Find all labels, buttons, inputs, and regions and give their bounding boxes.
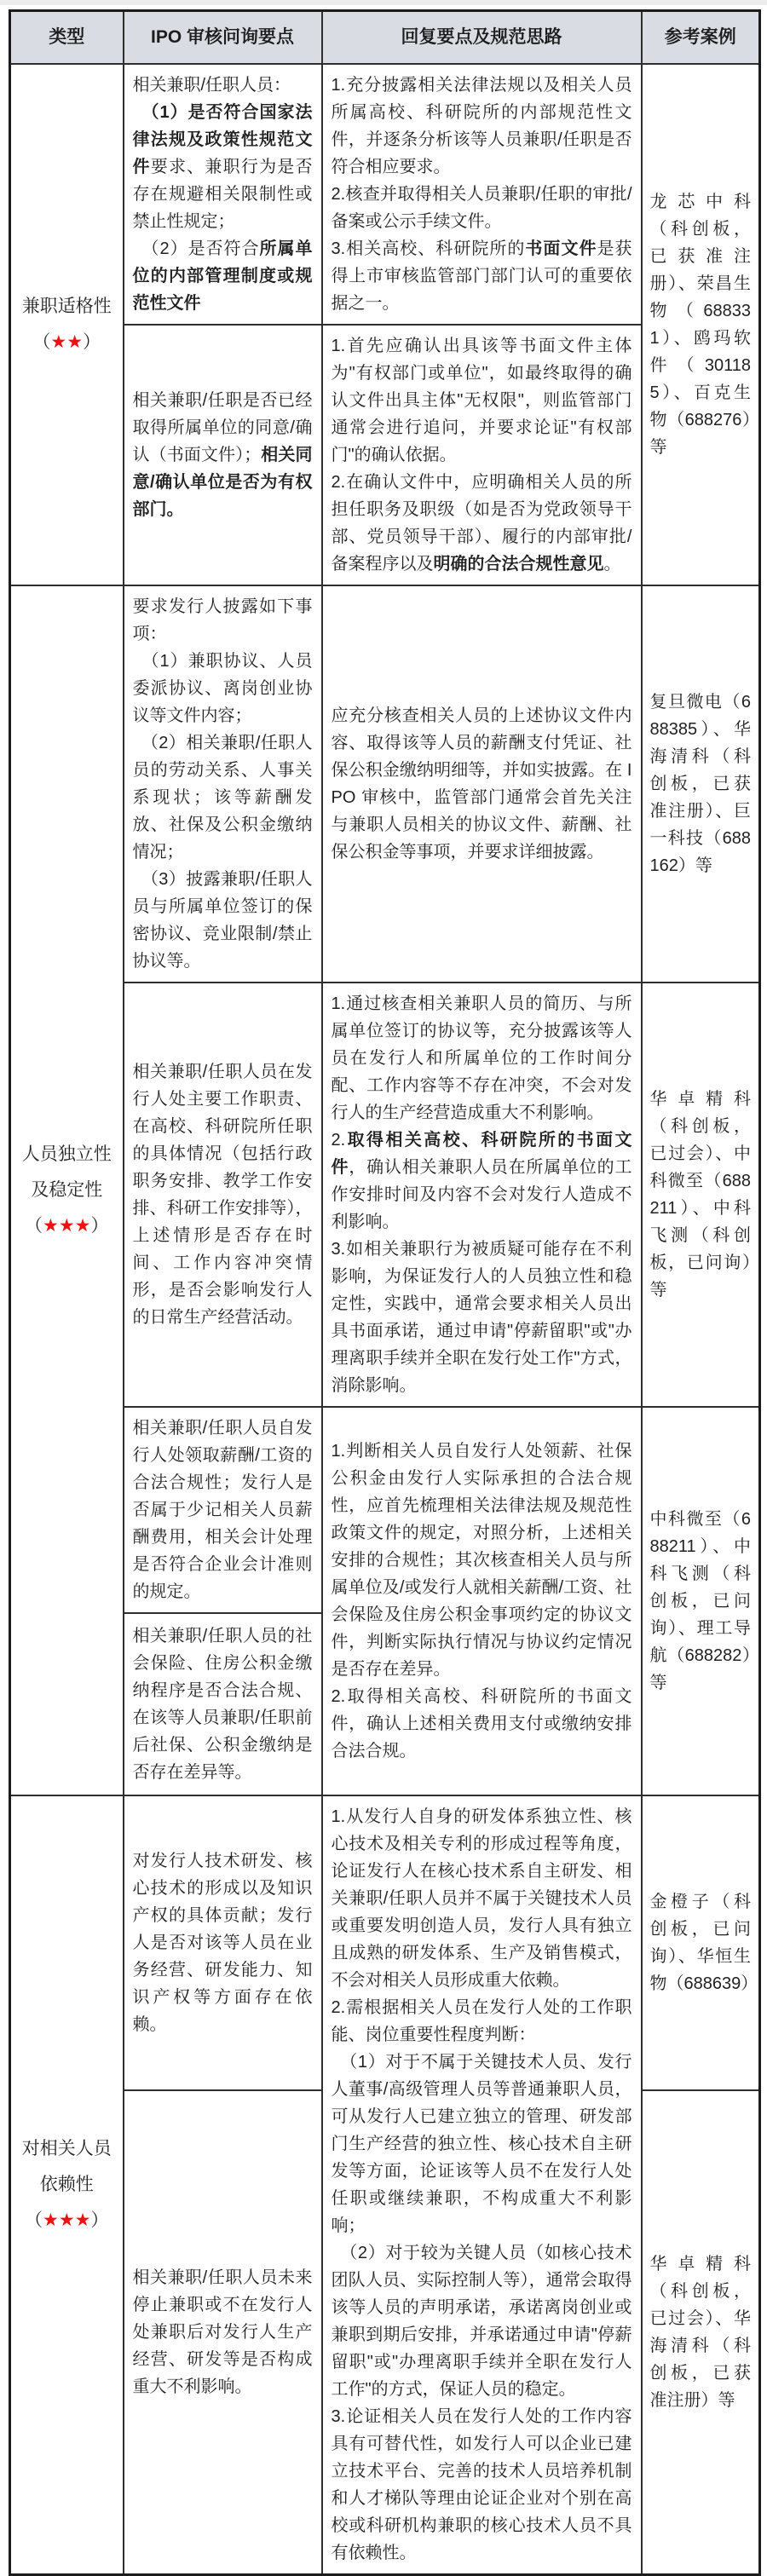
paragraph: （2）是否符合所属单位的内部管理制度或规范性文件 (132, 239, 313, 313)
cell-inquiry-s3r1 (124, 1795, 322, 2090)
header-col-cases: 参考案例 (642, 11, 760, 65)
cell-cases-s3r1 (642, 1795, 760, 2090)
cell-response-s3 (322, 1795, 642, 2575)
paragraph: 及稳定性 (31, 1180, 103, 1200)
paragraph: 依赖性 (39, 2175, 94, 2194)
paragraph: 人员独立性 (21, 1144, 112, 1164)
paragraph: （1）对于不属于关键技术人员、发行人董事/高级管理人员等普通兼职人员，可从发行人已建立独立的管理、研发部门生产经营的独立性、核心技术自主研发等方面，论证该等人员不在发行人处任职或继续兼职，不构成重大不利影响； (331, 2053, 632, 2235)
cell-cases-s2r2 (642, 983, 760, 1407)
cell-response-s1r1 (322, 64, 642, 325)
page-top-strip (0, 0, 767, 5)
paragraph: 2.在确认文件中，应明确相关人员的所担任职务及职级（如是否为党政领导干部、党员领导干部）、履行的内部审批/备案程序以及明确的合法合规性意见。 (331, 473, 632, 573)
cell-inquiry-s2r3 (124, 1407, 322, 1613)
paragraph: 兼职适格性 (21, 297, 112, 316)
cell-cases-s2r1 (642, 585, 760, 983)
paragraph: 应充分核查相关人员的上述协议文件内容、取得该等人员的薪酬支付凭证、社保公积金缴纳明细等，并如实披露。在 IPO 审核中，监管部门通常会首先关注与兼职人员相关的协议文件、薪酬、社保公积金等事项，并要求详细披露。 (331, 706, 632, 862)
cell-response-s1r2 (322, 325, 642, 585)
cell-cases-s1 (642, 64, 760, 585)
paragraph: 相关兼职/任职人员自发行人处领取薪酬/工资的合法合规性；发行人是否属于少记相关人员薪酬费用，相关会计处理是否符合企业会计准则的规定。 (132, 1419, 313, 1601)
cell-cases-s3r2 (642, 2090, 760, 2575)
cell-inquiry-s2r2 (124, 983, 322, 1407)
cell-type-independence (10, 585, 124, 1795)
paragraph: 相关兼职/任职人员： (132, 76, 291, 95)
paragraph: 1.充分披露相关法律法规以及相关人员所属高校、科研院所的内部规范性文件，并逐条分析该等人员兼职/任职是否符合相应要求。 (331, 76, 632, 176)
paragraph: 华卓精科（科创板，已过会）、华海清科（科创板，已获准注册）等 (649, 2254, 751, 2410)
paragraph: （2）相关兼职/任职人员的劳动关系、人事关系现状；该等薪酬发放、社保及公积金缴纳情况； (132, 734, 313, 862)
paragraph: 龙芯中科（科创板，已获准注册）、荣昌生物（688331）、鸥玛软件（301185）、百克生物（688276）等 (649, 193, 751, 457)
cell-response-s2r2 (322, 983, 642, 1407)
header-col-inquiry: IPO 审核问询要点 (124, 11, 322, 65)
cell-response-s2r34 (322, 1407, 642, 1795)
paragraph: 3.相关高校、科研院所的书面文件是获得上市审核监管部门部门认可的重要依据之一。 (331, 239, 632, 313)
paragraph: 相关兼职/任职人员的社会保险、住房公积金缴纳程序是否合法合规、在该等人员兼职/任职前后社保、公积金缴纳是否存在差异等。 (132, 1627, 313, 1782)
paragraph: 对相关人员 (21, 2139, 112, 2158)
paragraph: 相关兼职/任职是否已经取得所属单位的同意/确认（书面文件）；相关同意/确认单位是否为有权部门。 (132, 391, 313, 519)
paragraph: 1.通过核查相关兼职人员的简历、与所属单位签订的协议等，充分披露该等人员在发行人和所属单位的工作时间分配、工作内容等不存在冲突，不会对发行人的生产经营造成重大不利影响。 (331, 994, 632, 1122)
paragraph: 3.论证相关人员在发行人处的工作内容具有可替代性，如发行人可以企业已建立技术平台、完善的技术人员培养机制和人才梯队等理由论证企业对个别在高校或科研机构兼职的核心技术人员不具有依赖性。 (331, 2407, 632, 2562)
paragraph: 中科微至（688211）、中科飞测（科创板，已问询）、理工导航（688282）等 (649, 1510, 751, 1692)
paragraph: 1.判断相关人员自发行人处领薪、社保公积金由发行人实际承担的合法合规性，应首先梳理相关法律法规及规范性政策文件的规定，对照分析，上述相关安排的合规性；其次核查相关人员与所属单位及/或发行人就相关薪酬/工资、社会保险及住房公积金事项约定的协议文件，判断实际执行情况与协议约定情况是否存在差异。 (331, 1442, 632, 1679)
paragraph: 相关兼职/任职人员在发行人处主要工作职责、在高校、科研院所任职的具体情况（包括行政职务安排、教学工作安排、科研工作安排等），上述情形是否存在时间、工作内容冲突情形，是否会影响发行人的日常生产经营活动。 (132, 1063, 313, 1327)
paragraph: （1）兼职协议、人员委派协议、离岗创业协议等文件内容； (132, 652, 313, 725)
paragraph: 1.从发行人自身的研发体系独立性、核心技术及相关专利的形成过程等角度，论证发行人在核心技术系自主研发、相关兼职/任职人员并不属于关键技术人员或重要发明创造人员，发行人具有独立且成熟的研发体系、生产及销售模式，不会对相关人员形成重大依赖。 (331, 1807, 632, 1990)
header-row (10, 11, 760, 65)
table-row (10, 1795, 760, 2090)
table-row (10, 585, 760, 983)
table-row (10, 64, 760, 325)
cell-inquiry-s1r2 (124, 325, 322, 585)
cell-response-s2r1 (322, 585, 642, 983)
cell-inquiry-s2r1 (124, 585, 322, 983)
paragraph: （★★★） (25, 1216, 109, 1236)
paragraph: 要求发行人披露如下事项： (132, 597, 313, 643)
paragraph: （★★★） (25, 2210, 109, 2230)
header-col-type: 类型 (10, 11, 124, 65)
cell-inquiry-s3r2 (124, 2090, 322, 2575)
paragraph: 1.首先应确认出具该等书面文件主体为"有权部门或单位"，如最终取得的确认文件出具主体"无权限"，则监管部门通常会进行追问，并要求论证"有权部门"的确认依据。 (331, 337, 632, 464)
cell-inquiry-s2r4 (124, 1613, 322, 1795)
paragraph: （2）对于较为关键人员（如核心技术团队人员、实际控制人等），通常会取得该等人员的声明承诺，承诺离岗创业或兼职到期后安排，并承诺通过申请"停薪留职"或"办理离职手续并全职在发行人工作"的方式，保证人员的稳定。 (331, 2244, 632, 2399)
paragraph: 2.取得相关高校、科研院所的书面文件，确认相关兼职人员在所属单位的工作安排时间及内容不会对发行人造成不利影响。 (331, 1131, 632, 1231)
paragraph: 2.核查并取得相关人员兼职/任职的审批/备案或公示手续文件。 (331, 185, 632, 231)
paragraph: 华卓精科（科创板，已过会）、中科微至（688211）、中科飞测（科创板，已问询）等 (649, 1090, 751, 1300)
cell-cases-s2r34 (642, 1407, 760, 1795)
paragraph: （1）是否符合国家法律法规及政策性规范文件要求、兼职行为是否存在规避相关限制性或禁止性规定； (132, 103, 313, 231)
paragraph: 金橙子（科创板，已问询）、华恒生物（688639） (649, 1892, 758, 1993)
paragraph: 复旦微电（688385）、华海清科（科创板，已获准注册）、巨一科技（688162）等 (649, 693, 751, 875)
paragraph: 2.需根据相关人员在发行人处的工作职能、岗位重要性程度判断： (331, 1998, 632, 2044)
ipo-review-table (9, 9, 761, 2576)
paragraph: 对发行人技术研发、核心技术的形成以及知识产权的具体贡献；发行人是否对该等人员在业务经营、研发能力、知识产权等方面存在依赖。 (132, 1851, 313, 2034)
cell-type-eligibility (10, 64, 124, 585)
cell-inquiry-s1r1 (124, 64, 322, 325)
paragraph: 2.取得相关高校、科研院所的书面文件，确认上述相关费用支付或缴纳安排合法合规。 (331, 1687, 632, 1761)
paragraph: 3.如相关兼职行为被质疑可能存在不利影响，为保证发行人的人员独立性和稳定性，实践中，通常会要求相关人员出具书面承诺，通过申请"停薪留职"或"办理离职手续并全职在发行处工作"方式，消除影响。 (331, 1240, 632, 1395)
paragraph: 相关兼职/任职人员未来停止兼职或不在发行人处兼职后对发行人生产经营、研发等是否构成重大不利影响。 (132, 2268, 313, 2396)
paragraph: （3）披露兼职/任职人员与所属单位签订的保密协议、竞业限制/禁止协议等。 (132, 870, 313, 971)
paragraph: （★★） (32, 332, 101, 352)
header-col-response: 回复要点及规范思路 (322, 11, 642, 65)
cell-type-dependence (10, 1795, 124, 2575)
